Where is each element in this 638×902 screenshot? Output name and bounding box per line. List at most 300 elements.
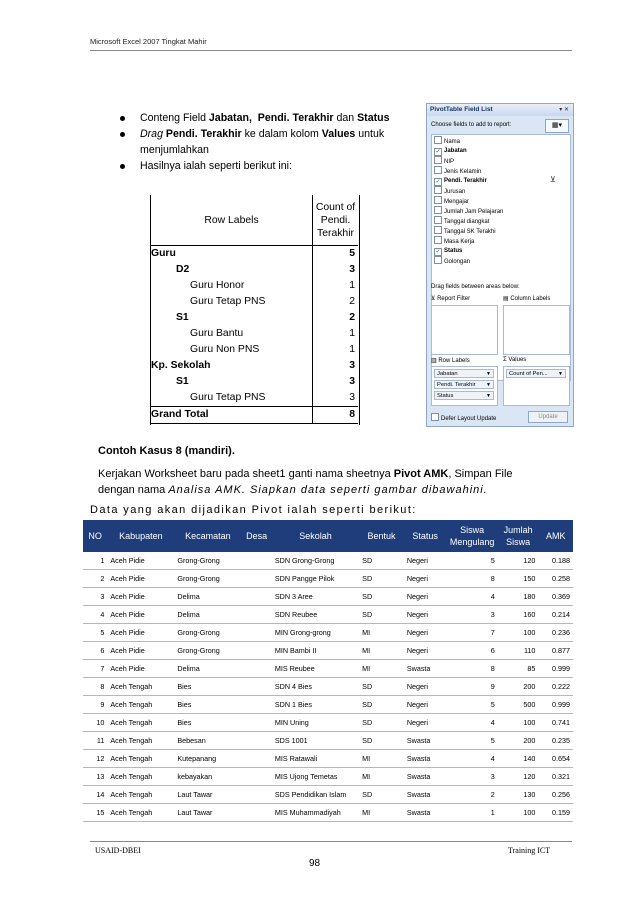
table-cell: MI [359, 660, 404, 678]
pivot-label: Guru [151, 248, 176, 259]
table-cell: 0.258 [538, 570, 573, 588]
table-cell: 200 [498, 678, 539, 696]
panel-title: PivotTable Field List [427, 104, 573, 116]
table-cell: 6 [446, 642, 497, 660]
pivot-value: 3 [313, 374, 359, 390]
table-cell: Aceh Tengah [107, 750, 174, 768]
table-cell [241, 660, 271, 678]
checkbox[interactable] [434, 256, 442, 264]
checkbox[interactable] [431, 413, 439, 421]
table-row [83, 642, 573, 660]
table-cell: Delima [174, 606, 241, 624]
table-cell: MIN Grong-grong [272, 624, 359, 642]
col-header: Desa [241, 520, 271, 552]
table-cell: Negeri [404, 642, 447, 660]
pivot-label: Guru Honor [190, 280, 245, 291]
pivot-label: Guru Bantu [190, 328, 244, 339]
table-cell: SDS Pendidikan Islam [272, 786, 359, 804]
table-cell: SD [359, 606, 404, 624]
pivot-label: S1 [176, 376, 189, 387]
table-row [83, 732, 573, 750]
table-row [83, 678, 573, 696]
col-header: Kecamatan [174, 520, 241, 552]
value-field-chip[interactable] [506, 369, 566, 378]
checkbox[interactable] [434, 226, 442, 234]
table-cell: MIS Ratawali [272, 750, 359, 768]
table-cell: Negeri [404, 678, 447, 696]
table-cell: 7 [83, 660, 107, 678]
chevron-down-icon[interactable]: ▼ [558, 371, 563, 377]
field-label: Pendi. Terakhir [444, 178, 487, 184]
bullet-dot [120, 132, 125, 137]
checkbox[interactable] [434, 136, 442, 144]
table-cell: SD [359, 732, 404, 750]
para-line [98, 466, 578, 482]
table-cell: SDN 1 Bies [272, 696, 359, 714]
field-item[interactable] [434, 216, 489, 226]
values-header [503, 357, 526, 363]
values-area[interactable] [503, 366, 570, 406]
pivot-label: S1 [176, 312, 189, 323]
table-cell: 0.236 [538, 624, 573, 642]
table-cell: 200 [498, 732, 539, 750]
field-name: Pendi. Terakhir [162, 128, 242, 140]
field-label: Jabatan [444, 148, 467, 154]
table-cell: 8 [83, 678, 107, 696]
table-cell: SD [359, 552, 404, 570]
pivot-value: 1 [313, 342, 359, 358]
area-label: Column Labels [510, 296, 551, 302]
field-label: Jenis Kelamin [444, 169, 482, 175]
data-table [83, 520, 573, 822]
table-cell: Aceh Pidie [107, 570, 174, 588]
field-label: Jumlah Jam Pelajaran [444, 209, 504, 215]
table-cell: SDN 4 Bies [272, 678, 359, 696]
field-label: Golongan [444, 259, 471, 265]
field-name: Values [321, 128, 356, 140]
table-cell: 4 [446, 714, 497, 732]
layout-options-button[interactable]: ▦▾ [545, 119, 569, 133]
table-cell: SDN Grong-Grong [272, 552, 359, 570]
field-item[interactable] [434, 166, 481, 176]
table-cell: Aceh Tengah [107, 696, 174, 714]
table-cell: SD [359, 678, 404, 696]
table-cell: 15 [83, 804, 107, 822]
field-label: Mengajar [444, 199, 470, 205]
table-cell: 3 [446, 768, 497, 786]
pivot-value: 2 [313, 310, 359, 326]
table-cell: SD [359, 570, 404, 588]
table-cell: 0.654 [538, 750, 573, 768]
table-cell: Swasta [404, 732, 447, 750]
text: Hasilnya ialah seperti berikut ini: [140, 160, 292, 172]
table-cell: Negeri [404, 570, 447, 588]
table-cell: SDN 3 Aree [272, 588, 359, 606]
area-label: Report Filter [437, 296, 471, 302]
table-row [83, 750, 573, 768]
table-cell: 0.321 [538, 768, 573, 786]
col-header: Bentuk [359, 520, 404, 552]
table-cell: 0.877 [538, 642, 573, 660]
report-filter-area[interactable] [431, 305, 498, 355]
defer-layout-checkbox[interactable] [431, 413, 496, 422]
table-cell: kebayakan [174, 768, 241, 786]
table-cell: 150 [498, 570, 539, 588]
table-cell: Negeri [404, 588, 447, 606]
chevron-down-icon[interactable]: ▼ [486, 393, 491, 399]
table-cell: 12 [83, 750, 107, 768]
table-cell: Negeri [404, 606, 447, 624]
table-cell [241, 552, 271, 570]
report-filter-header [431, 295, 470, 302]
pivot-value: 1 [313, 278, 359, 294]
table-row [83, 552, 573, 570]
table-cell: Aceh Tengah [107, 678, 174, 696]
table-cell: Swasta [404, 660, 447, 678]
table-cell: Aceh Pidie [107, 660, 174, 678]
table-row [83, 606, 573, 624]
field-label: NIP [444, 159, 455, 165]
footer-left: USAID-DBEI [95, 846, 141, 855]
table-cell: 0.222 [538, 678, 573, 696]
header-line: Count of [315, 201, 356, 213]
table-cell: Grong-Grong [174, 570, 241, 588]
table-cell: SD [359, 588, 404, 606]
table-cell: 0.188 [538, 552, 573, 570]
table-cell: 1 [83, 552, 107, 570]
table-cell: 14 [83, 786, 107, 804]
page-header: Microsoft Excel 2007 Tingkat Mahir [90, 37, 207, 46]
table-cell: SDN Reubee [272, 606, 359, 624]
checkbox[interactable] [434, 166, 442, 174]
field-item[interactable] [434, 226, 496, 236]
table-row [83, 768, 573, 786]
instruction-bullets [118, 110, 418, 174]
table-cell: MI [359, 750, 404, 768]
field-item[interactable] [434, 136, 460, 146]
columns-icon: ▤ [503, 296, 511, 302]
chevron-down-icon[interactable]: ▼ [486, 371, 491, 377]
row-field-chip[interactable] [434, 391, 494, 400]
pivot-label: Guru Tetap PNS [190, 392, 266, 403]
table-cell: Swasta [404, 786, 447, 804]
table-cell: 100 [498, 624, 539, 642]
table-cell: Bies [174, 714, 241, 732]
table-cell: 9 [83, 696, 107, 714]
table-cell: 2 [446, 786, 497, 804]
sigma-icon: Σ [503, 357, 509, 363]
table-row [83, 714, 573, 732]
para-line [98, 482, 578, 498]
checkbox[interactable] [434, 196, 442, 204]
table-cell: SD [359, 714, 404, 732]
checkbox-checked[interactable]: ✓ [435, 249, 441, 255]
field-label: Status [444, 248, 463, 254]
column-labels-header [503, 295, 550, 302]
pivot-label: Grand Total [150, 407, 313, 424]
table-cell: Aceh Tengah [107, 786, 174, 804]
update-button[interactable]: Update [528, 411, 568, 423]
table-cell: 0.235 [538, 732, 573, 750]
col-header: Sekolah [272, 520, 359, 552]
table-cell: Grong-Grong [174, 552, 241, 570]
area-label: Row Labels [438, 358, 470, 364]
rows-icon: ▥ [431, 358, 439, 364]
header-line: Terakhir [317, 227, 354, 239]
row-field-chip[interactable] [434, 369, 494, 378]
drag-areas-label: Drag fields between areas below: [431, 284, 520, 290]
text: Drag [140, 128, 163, 140]
table-cell: 4 [446, 588, 497, 606]
case-title: Contoh Kasus 8 (mandiri). [98, 445, 235, 457]
field-item[interactable] [434, 236, 474, 246]
field-item[interactable] [434, 156, 454, 166]
table-cell: 13 [83, 768, 107, 786]
field-item[interactable] [434, 186, 465, 196]
table-cell: 140 [498, 750, 539, 768]
chip-label: Status [437, 393, 454, 399]
header-rule [90, 50, 572, 51]
table-cell: Aceh Tengah [107, 732, 174, 750]
pivot-value: 3 [313, 358, 359, 374]
table-cell: Aceh Pidie [107, 606, 174, 624]
bullet-1 [118, 110, 418, 126]
table-cell: 5 [83, 624, 107, 642]
field-label: Tanggal SK Terakhi [444, 229, 496, 235]
table-cell: Swasta [404, 804, 447, 822]
table-cell: 0.741 [538, 714, 573, 732]
pivot-value: 3 [313, 262, 359, 278]
table-cell: 9 [446, 678, 497, 696]
table-cell: SD [359, 786, 404, 804]
field-name: Pendi. Terakhir [257, 112, 334, 124]
table-cell: 0.999 [538, 660, 573, 678]
pivot-value: 1 [313, 326, 359, 342]
table-cell: Aceh Pidie [107, 642, 174, 660]
pivot-value: 2 [313, 294, 359, 310]
checkbox[interactable] [434, 216, 442, 224]
table-cell [241, 750, 271, 768]
table-cell: Negeri [404, 696, 447, 714]
table-row [83, 624, 573, 642]
table-cell: MIS Muhammadiyah [272, 804, 359, 822]
checkbox[interactable] [434, 236, 442, 244]
col-header: NO [83, 520, 107, 552]
table-cell: Laut Tawar [174, 804, 241, 822]
text: Conteng Field [140, 112, 209, 124]
field-item[interactable] [434, 206, 503, 216]
table-cell: 0.159 [538, 804, 573, 822]
pivot-value: 8 [313, 407, 359, 424]
table-cell: 500 [498, 696, 539, 714]
table-cell: Negeri [404, 714, 447, 732]
chevron-down-icon[interactable]: ▼ [486, 382, 491, 388]
table-cell: 4 [446, 750, 497, 768]
table-header-row [83, 520, 573, 552]
table-cell [241, 732, 271, 750]
table-cell: 1 [446, 804, 497, 822]
pivot-value: 3 [313, 390, 359, 407]
table-cell: 85 [498, 660, 539, 678]
filter-icon: ⊻ [431, 296, 438, 302]
table-cell: Delima [174, 660, 241, 678]
table-cell [241, 606, 271, 624]
field-label: Masa Kerja [444, 239, 475, 245]
table-row [83, 804, 573, 822]
defer-label: Defer Layout Update [441, 416, 497, 422]
field-label: Nama [444, 139, 461, 145]
table-cell: Kutepanang [174, 750, 241, 768]
row-field-chip[interactable] [434, 380, 494, 389]
table-cell: MIS Ujong Temetas [272, 768, 359, 786]
checkbox-checked[interactable]: ✓ [435, 149, 441, 155]
table-cell: 100 [498, 804, 539, 822]
field-item[interactable] [434, 196, 469, 206]
table-cell: MIS Reubee [272, 660, 359, 678]
table-row [83, 588, 573, 606]
row-labels-area[interactable] [431, 366, 498, 406]
table-cell [241, 768, 271, 786]
table-cell: 0.256 [538, 786, 573, 804]
table-cell [241, 786, 271, 804]
table-cell: 120 [498, 552, 539, 570]
field-item[interactable] [434, 176, 487, 186]
table-cell: SD [359, 696, 404, 714]
text: , Simpan File [448, 468, 513, 480]
checkbox[interactable] [434, 186, 442, 194]
page-number: 98 [309, 858, 321, 869]
checkbox-checked[interactable]: ✓ [435, 179, 441, 185]
table-cell [241, 804, 271, 822]
col-header: AMK [538, 520, 573, 552]
text: untuk menjumlahkan [140, 128, 385, 156]
table-cell: 100 [498, 714, 539, 732]
choose-fields-label: Choose fields to add to report: [431, 122, 512, 128]
table-cell: Aceh Tengah [107, 768, 174, 786]
bullet-dot [120, 164, 125, 169]
pivot-label: D2 [176, 264, 190, 275]
table-cell [241, 678, 271, 696]
table-cell: Delima [174, 588, 241, 606]
table-cell: Aceh Pidie [107, 588, 174, 606]
file-name: Analisa AMK. Siapkan data seperti gambar dibawahini. [168, 484, 488, 496]
text: ke dalam kolom [241, 128, 322, 140]
table-cell: 8 [446, 570, 497, 588]
case-paragraph [98, 466, 578, 498]
data-intro: Data yang akan dijadikan Pivot ialah seperti berikut: [90, 504, 417, 516]
filter-icon: ⊻ [550, 175, 556, 184]
col-header: Kabupaten [107, 520, 174, 552]
table-cell [241, 714, 271, 732]
table-cell: 0.999 [538, 696, 573, 714]
field-item[interactable] [434, 146, 467, 156]
pivot-label: Kp. Sekolah [151, 360, 211, 371]
table-cell: Aceh Pidie [107, 552, 174, 570]
table-cell: MI [359, 624, 404, 642]
table-cell: Negeri [404, 624, 447, 642]
pivot-label: Guru Non PNS [190, 344, 260, 355]
table-cell [241, 642, 271, 660]
table-cell: 2 [83, 570, 107, 588]
text: dan [333, 112, 358, 124]
footer-right: Training ICT [508, 846, 551, 855]
table-cell: 4 [83, 606, 107, 624]
field-item[interactable] [434, 256, 470, 266]
table-cell: Aceh Tengah [107, 714, 174, 732]
table-cell: Grong-Grong [174, 642, 241, 660]
table-cell: Swasta [404, 768, 447, 786]
table-cell: Swasta [404, 750, 447, 768]
table-cell: Laut Tawar [174, 786, 241, 804]
field-name: Jabatan, [208, 112, 252, 124]
table-cell: SDN Pangge Pilok [272, 570, 359, 588]
field-label: Jurusan [444, 189, 466, 195]
table-cell: 180 [498, 588, 539, 606]
text: Kerjakan Worksheet baru pada sheet1 ganti nama sheetnya [98, 468, 394, 480]
pivot-row-labels-header: Row Labels [150, 195, 313, 246]
table-cell: MI [359, 768, 404, 786]
row-labels-header [431, 357, 470, 364]
table-cell: 0.214 [538, 606, 573, 624]
checkbox[interactable] [434, 206, 442, 214]
table-cell: 130 [498, 786, 539, 804]
table-cell: MI [359, 642, 404, 660]
table-cell [241, 570, 271, 588]
table-cell: 3 [446, 606, 497, 624]
col-header: Status [404, 520, 447, 552]
table-cell: 5 [446, 552, 497, 570]
table-cell: Bies [174, 678, 241, 696]
col-header: Jumlah Siswa [498, 520, 539, 552]
table-cell [241, 624, 271, 642]
table-cell: Negeri [404, 552, 447, 570]
table-cell: Grong-Grong [174, 624, 241, 642]
table-row [83, 696, 573, 714]
bullet-dot [120, 116, 125, 121]
pivot-field-list-panel [426, 103, 574, 427]
pivot-frame [150, 195, 360, 425]
table-cell: MIN Uning [272, 714, 359, 732]
bullet-3 [118, 158, 418, 174]
table-row [83, 660, 573, 678]
table-cell: Aceh Pidie [107, 624, 174, 642]
checkbox[interactable] [434, 156, 442, 164]
table-cell: 8 [446, 660, 497, 678]
table-cell: 120 [498, 768, 539, 786]
chip-label: Pendi. Terakhir [437, 382, 476, 388]
table-row [83, 786, 573, 804]
table-cell: 5 [446, 696, 497, 714]
area-label: Values [508, 357, 527, 363]
table-cell: 10 [83, 714, 107, 732]
chip-label: Jabatan [437, 371, 458, 377]
table-cell: Aceh Tengah [107, 804, 174, 822]
table-cell: SDS 1001 [272, 732, 359, 750]
panel-close-icon[interactable]: ▾ ✕ [559, 107, 569, 113]
footer-rule [90, 841, 572, 842]
field-item[interactable] [434, 246, 462, 256]
table-cell: 110 [498, 642, 539, 660]
column-labels-area[interactable] [503, 305, 570, 355]
table-cell: 7 [446, 624, 497, 642]
table-cell: 160 [498, 606, 539, 624]
table-cell [241, 696, 271, 714]
table-cell: MIN Bambi II [272, 642, 359, 660]
text: dengan nama [98, 484, 169, 496]
col-header: Siswa Mengulang [446, 520, 497, 552]
table-row [83, 570, 573, 588]
chip-label: Count of Pen... [509, 371, 548, 377]
